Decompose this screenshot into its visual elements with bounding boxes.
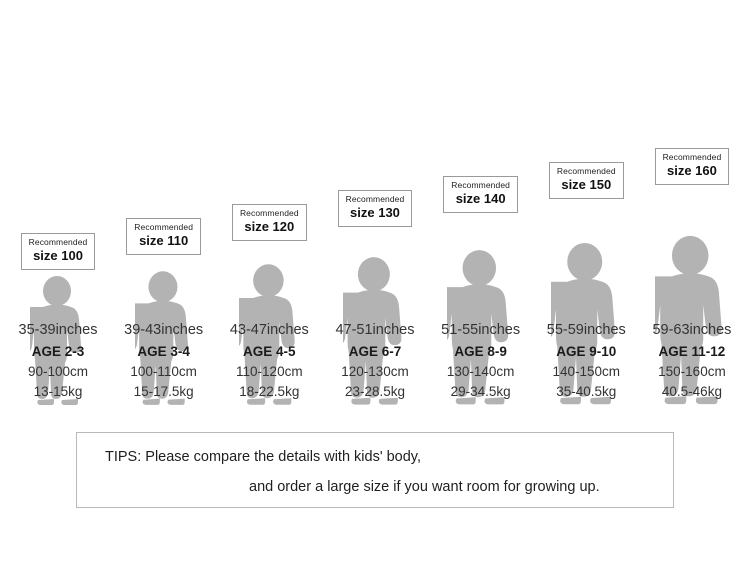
weight-kg-value: 15-17.5kg [133, 384, 194, 400]
recommended-badge [21, 233, 96, 270]
age-value: AGE 3-4 [137, 343, 190, 359]
measurement-column [325, 320, 425, 403]
badge-recommended-label: Recommended [662, 152, 722, 163]
height-inches-value: 59-63inches [652, 322, 732, 338]
age-value: AGE 11-12 [658, 343, 726, 359]
recommended-badge [232, 204, 307, 241]
measurement-column [431, 320, 531, 403]
height-cm-value: 110-120cm [236, 364, 303, 379]
height-inches-value: 51-55inches [441, 322, 521, 338]
measurement-column [219, 320, 319, 403]
recommended-badge [126, 218, 201, 255]
badge-recommended-label: Recommended [134, 222, 194, 233]
weight-kg-value: 29-34.5kg [450, 384, 511, 400]
badge-recommended-label: Recommended [451, 180, 510, 191]
weight-kg-value: 23-28.5kg [344, 384, 405, 400]
badge-recommended-label: Recommended [28, 237, 88, 248]
height-cm-value: 140-150cm [552, 364, 621, 379]
height-cm-value: 150-160cm [658, 364, 726, 379]
height-inches-value: 47-51inches [335, 322, 415, 338]
height-cm-value: 90-100cm [27, 364, 89, 379]
measurement-column [642, 320, 742, 403]
height-cm-value: 100-110cm [130, 364, 197, 379]
recommended-badge [338, 190, 413, 227]
recommended-badge [549, 162, 624, 199]
measurement-column [536, 320, 636, 403]
age-value: AGE 6-7 [348, 343, 402, 359]
badge-recommended-label: Recommended [556, 166, 616, 177]
weight-kg-value: 40.5-46kg [661, 384, 722, 400]
badge-size-label: size 120 [244, 219, 295, 235]
badge-recommended-label: Recommended [239, 208, 299, 219]
age-value: AGE 2-3 [31, 343, 85, 359]
height-cm-value: 120-130cm [341, 364, 409, 379]
badge-size-label: size 160 [667, 163, 717, 179]
badge-size-label: size 130 [350, 205, 400, 221]
tips-box [76, 432, 674, 508]
recommended-badge [443, 176, 518, 213]
measurement-rows [8, 320, 742, 403]
age-value: AGE 8-9 [454, 343, 507, 359]
measurement-column [114, 320, 214, 403]
weight-kg-value: 18-22.5kg [239, 384, 300, 400]
badge-size-label: size 100 [33, 248, 83, 264]
height-inches-value: 43-47inches [229, 322, 309, 338]
recommended-badge [655, 148, 730, 185]
height-inches-value: 55-59inches [546, 322, 626, 338]
weight-kg-value: 13-15kg [33, 384, 83, 400]
height-cm-value: 130-140cm [446, 364, 515, 379]
badge-size-label: size 140 [455, 191, 506, 207]
measurement-column [8, 320, 108, 403]
tips-line-2: and order a large size if you want room for growing up. [249, 479, 600, 495]
age-value: AGE 9-10 [556, 343, 617, 359]
badge-recommended-label: Recommended [345, 194, 405, 205]
weight-kg-value: 35-40.5kg [556, 384, 617, 400]
badge-size-label: size 110 [139, 233, 189, 249]
age-value: AGE 4-5 [243, 343, 296, 359]
badge-size-label: size 150 [561, 177, 612, 193]
tips-line-1: TIPS: Please compare the details with kids' body, [105, 449, 422, 465]
height-inches-value: 39-43inches [124, 322, 204, 338]
height-inches-value: 35-39inches [18, 322, 98, 338]
